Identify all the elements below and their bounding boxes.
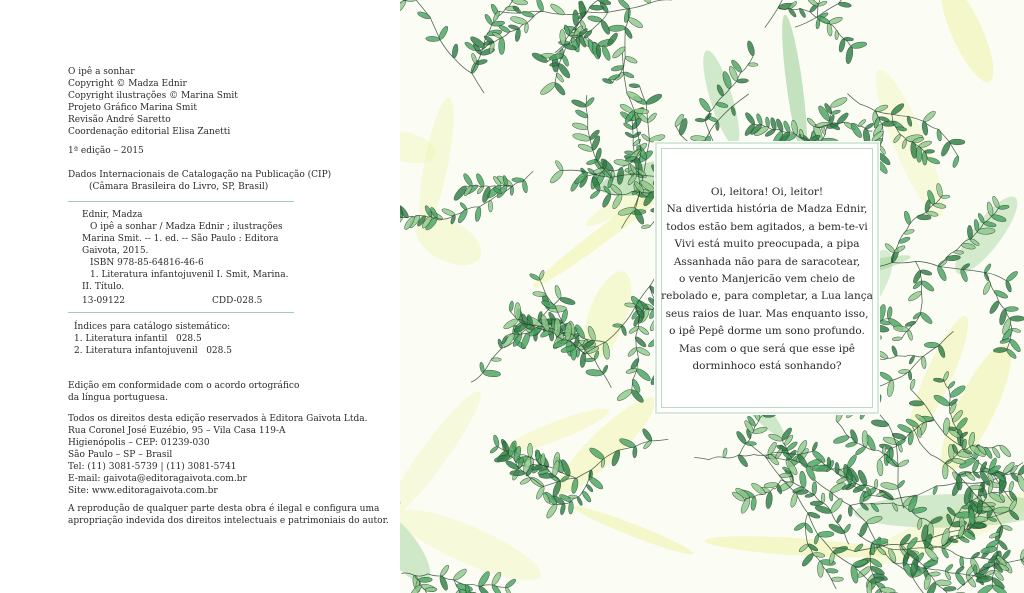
cip-index-item: 1. Literatura infantil 028.5	[74, 334, 202, 344]
orthography-note	[68, 380, 299, 404]
legal-line: apropriação indevida dos direitos intelectuais e patrimoniais do autor.	[68, 516, 389, 526]
edition-text: 1ª edição – 2015	[68, 146, 144, 156]
legal-notice	[68, 503, 389, 527]
credit-line: Revisão André Saretto	[68, 115, 171, 125]
publisher-line: Higienópolis – CEP: 01239-030	[68, 438, 210, 448]
publisher-line: E-mail: gaivota@editoragaivota.com.br	[68, 474, 247, 484]
cip-record-line: Marina Smit. -- 1. ed. -- São Paulo : Editora	[82, 234, 279, 244]
cip-record	[82, 209, 288, 293]
story-line: Assanhada não para de saracotear,	[673, 255, 861, 268]
story-line: Na divertida história de Madza Ednir,	[666, 203, 868, 216]
legal-line: A reprodução de qualquer parte desta obra é ilegal e configura uma	[68, 504, 380, 514]
cip-heading: Dados Internacionais de Catalogação na Publicação (CIP)	[68, 170, 332, 180]
cip-top-rule	[68, 201, 294, 202]
cip-index	[74, 321, 232, 357]
story-text-box	[655, 142, 879, 414]
credit-line: O ipê a sonhar	[68, 67, 135, 77]
colophon-page	[0, 0, 400, 593]
story-line: o ipê Pepê dorme um sono profundo.	[669, 325, 865, 338]
credit-line: Projeto Gráfico Marina Smit	[68, 103, 197, 113]
credits-block	[68, 66, 238, 138]
publisher-line: São Paulo – SP – Brasil	[68, 450, 173, 460]
story-line: todos estão bem agitados, a bem-te-vi	[666, 220, 868, 233]
credit-line: Copyright ilustrações © Marina Smit	[68, 91, 238, 101]
story-line: o vento Manjericão vem cheio de	[678, 273, 856, 286]
story-line: Mas com o que será que esse ipê	[678, 342, 856, 355]
cip-record-line: O ipê a sonhar / Madza Ednir ; ilustrações	[90, 222, 283, 232]
cip-index-heading: Índices para catálogo sistemático:	[74, 322, 231, 332]
cip-cdd: CDD-028.5	[212, 296, 263, 306]
story-line: rebolado e, para completar, a Lua lança	[661, 290, 873, 303]
cip-record-line: Gaivota, 2015.	[82, 246, 149, 256]
publisher-info	[68, 413, 368, 497]
credit-line: Coordenação editorial Elisa Zanetti	[68, 127, 231, 137]
publisher-line: Tel: (11) 3081-5739 | (11) 3081-5741	[68, 462, 237, 472]
cip-record-line: 1. Literatura infantojuvenil I. Smit, Marina.	[90, 270, 289, 280]
publisher-line: Todos os direitos desta edição reservados à Editora Gaivota Ltda.	[68, 414, 368, 424]
cip-record-line: Ednir, Madza	[82, 210, 143, 220]
story-line: Vivi está muito preocupada, a pipa	[674, 238, 860, 251]
cip-record-code: 13-09122	[82, 296, 126, 306]
cip-record-line: ISBN 978-85-64816-46-6	[90, 258, 204, 268]
publisher-line: Rua Coronel José Euzébio, 95 – Vila Casa 119-A	[68, 426, 286, 436]
story-line: seus raios de luar. Mas enquanto isso,	[665, 307, 869, 320]
credit-line: Copyright © Madza Ednir	[68, 79, 187, 89]
cip-subheading: (Câmara Brasileira do Livro, SP, Brasil)	[89, 182, 269, 192]
cip-record-line: II. Título.	[82, 282, 125, 292]
cip-index-item: 2. Literatura infantojuvenil 028.5	[74, 346, 232, 356]
story-line: Oi, leitora! Oi, leitor!	[710, 186, 824, 198]
story-text	[657, 184, 877, 375]
orthography-line: Edição em conformidade com o acordo ortográfico	[68, 381, 300, 391]
publisher-line: Site: www.editoragaivota.com.br	[68, 486, 218, 496]
cip-bottom-rule	[68, 312, 294, 313]
orthography-line: da língua portuguesa.	[68, 393, 168, 403]
story-line: dorminhoco está sonhando?	[692, 360, 842, 373]
